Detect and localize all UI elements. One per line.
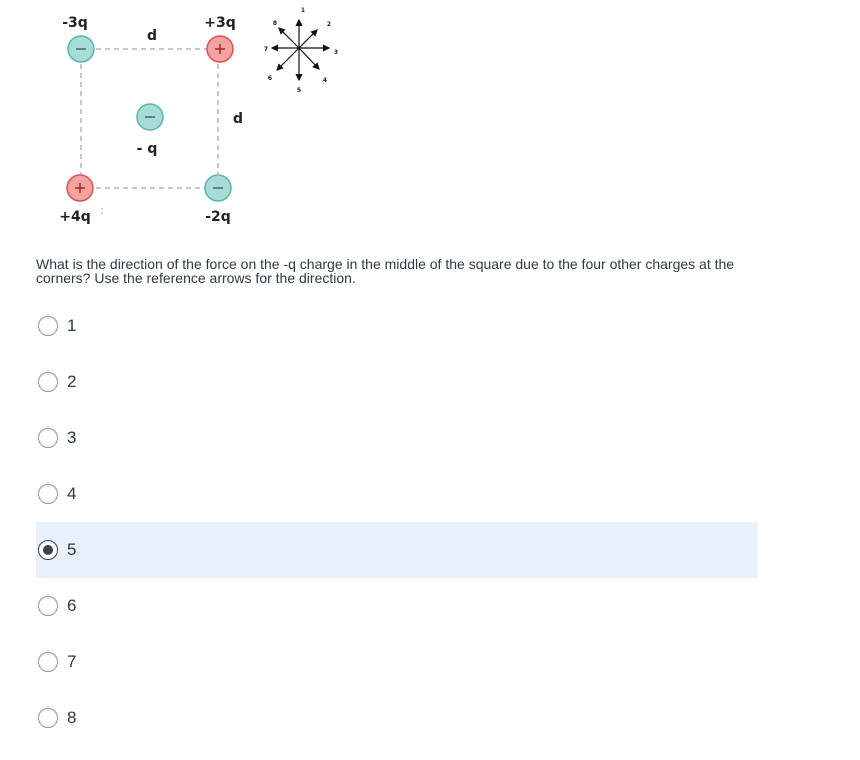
- reference-arrows-icon: [272, 20, 332, 80]
- option-6[interactable]: [36, 578, 758, 634]
- option-8[interactable]: [36, 690, 758, 746]
- option-3[interactable]: [36, 410, 758, 466]
- charge-bottom-left: [67, 175, 93, 201]
- charge-center: [137, 104, 163, 130]
- radio-button[interactable]: [38, 316, 58, 336]
- radio-dot: [43, 545, 53, 555]
- side-label-right: d: [232, 111, 244, 127]
- question-text: What is the direction of the force on the -q charge in the middle of the square due to the four other charges at the corners? Use the reference arrows for the direction.: [36, 256, 735, 286]
- side-label-top: d: [146, 28, 158, 44]
- label-center: - q: [136, 141, 158, 157]
- option-5[interactable]: [36, 522, 758, 578]
- radio-button[interactable]: [38, 596, 58, 616]
- arrow-label-7: 7: [263, 46, 269, 53]
- option-7[interactable]: [36, 634, 758, 690]
- option-label: 1: [67, 316, 77, 335]
- label-top-right: +3q: [204, 15, 236, 31]
- radio-button-selected[interactable]: [38, 540, 58, 560]
- charge-diagram: [0, 0, 360, 240]
- radio-button[interactable]: [38, 372, 58, 392]
- arrow-label-3: 3: [333, 49, 339, 56]
- arrow-label-1: 1: [300, 7, 306, 14]
- arrow-label-8: 8: [272, 20, 278, 27]
- radio-button[interactable]: [38, 652, 58, 672]
- option-1[interactable]: [36, 298, 758, 354]
- answer-options: [36, 298, 758, 746]
- arrow-label-2: 2: [326, 21, 332, 28]
- option-label: 8: [67, 708, 77, 727]
- option-2[interactable]: [36, 354, 758, 410]
- option-label: 6: [67, 596, 77, 615]
- label-bottom-right: -2q: [205, 209, 231, 225]
- option-label: 5: [67, 540, 77, 559]
- label-bottom-left: +4q: [59, 209, 91, 225]
- radio-button[interactable]: [38, 708, 58, 728]
- charge-bottom-right: [205, 175, 231, 201]
- arrow-label-6: 6: [267, 75, 273, 82]
- option-label: 4: [67, 484, 77, 503]
- option-label: 2: [67, 372, 77, 391]
- charge-top-left: [68, 36, 94, 62]
- charge-top-right: [207, 36, 233, 62]
- arrow-label-4: 4: [322, 77, 328, 84]
- radio-button[interactable]: [38, 428, 58, 448]
- label-top-left: -3q: [62, 15, 88, 31]
- option-4[interactable]: [36, 466, 758, 522]
- radio-button[interactable]: [38, 484, 58, 504]
- option-label: 3: [67, 428, 77, 447]
- option-label: 7: [67, 652, 77, 671]
- arrow-label-5: 5: [296, 87, 302, 94]
